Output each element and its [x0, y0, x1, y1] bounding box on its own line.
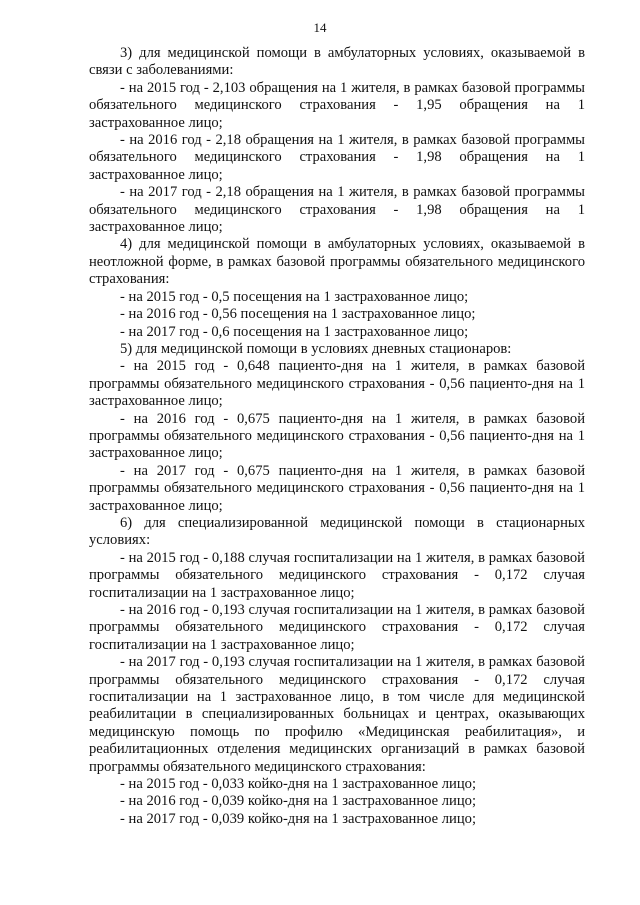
list-item: - на 2015 год - 0,648 пациенто-дня на 1 жителя, в рамках базовой программы обязательного медицинского страхования - 0,56 пациенто-дня на 1 застрахованное лицо;	[89, 358, 585, 410]
paragraph-item-6: 6) для специализированной медицинской помощи в стационарных условиях:	[89, 514, 585, 549]
paragraph-item-4: 4) для медицинской помощи в амбулаторных условиях, оказываемой в неотложной форме, в рамках базовой программы обязательного медицинского страхования:	[89, 236, 585, 288]
list-item: - на 2017 год - 0,193 случая госпитализации на 1 жителя, в рамках базовой программы обязательного медицинского страхования - 0,172 случая госпитализации на 1 застрахованное лицо, в том числе для медицинской реабилитации в специализированных больницах и центрах, оказывающих медицинскую помощь по профилю «Медицинская реабилитация», и реабилитационных отделения медицинских организаций в рамках базовой программы обязательного медицинского страхования:	[89, 654, 585, 775]
list-item: - на 2015 год - 0,188 случая госпитализации на 1 жителя, в рамках базовой программы обязательного медицинского страхования - 0,172 случая госпитализации на 1 застрахованное лицо;	[89, 549, 585, 601]
document-body	[89, 45, 585, 828]
list-item: - на 2017 год - 0,675 пациенто-дня на 1 жителя, в рамках базовой программы обязательного медицинского страхования - 0,56 пациенто-дня на 1 застрахованное лицо;	[89, 462, 585, 514]
list-item: - на 2015 год - 0,033 койко-дня на 1 застрахованное лицо;	[120, 776, 477, 793]
list-item: - на 2016 год - 0,039 койко-дня на 1 застрахованное лицо;	[120, 793, 477, 810]
list-item: - на 2016 год - 2,18 обращения на 1 жителя, в рамках базовой программы обязательного медицинского страхования - 1,98 обращения на 1 застрахованное лицо;	[89, 132, 585, 183]
list-item: - на 2015 год - 2,103 обращения на 1 жителя, в рамках базовой программы обязательного медицинского страхования - 1,95 обращения на 1 застрахованное лицо;	[89, 79, 585, 131]
list-item: - на 2017 год - 2,18 обращения на 1 жителя, в рамках базовой программы обязательного медицинского страхования - 1,98 обращения на 1 застрахованное лицо;	[89, 184, 585, 236]
paragraph-item-5: 5) для медицинской помощи в условиях дневных стационаров:	[120, 340, 512, 357]
list-item: - на 2015 год - 0,5 посещения на 1 застрахованное лицо;	[120, 288, 469, 305]
list-item: - на 2016 год - 0,56 посещения на 1 застрахованное лицо;	[120, 306, 476, 323]
list-item: - на 2016 год - 0,193 случая госпитализации на 1 жителя, в рамках базовой программы обязательного медицинского страхования - 0,172 случая госпитализации на 1 застрахованное лицо;	[89, 602, 585, 653]
paragraph-item-3: 3) для медицинской помощи в амбулаторных условиях, оказываемой в связи с заболеваниями:	[89, 45, 585, 79]
list-item: - на 2016 год - 0,675 пациенто-дня на 1 жителя, в рамках базовой программы обязательного медицинского страхования - 0,56 пациенто-дня на 1 застрахованное лицо;	[89, 410, 585, 462]
page-number: 14	[313, 20, 327, 35]
list-item: - на 2017 год - 0,6 посещения на 1 застрахованное лицо;	[120, 323, 469, 340]
list-item: - на 2017 год - 0,039 койко-дня на 1 застрахованное лицо;	[120, 810, 477, 827]
